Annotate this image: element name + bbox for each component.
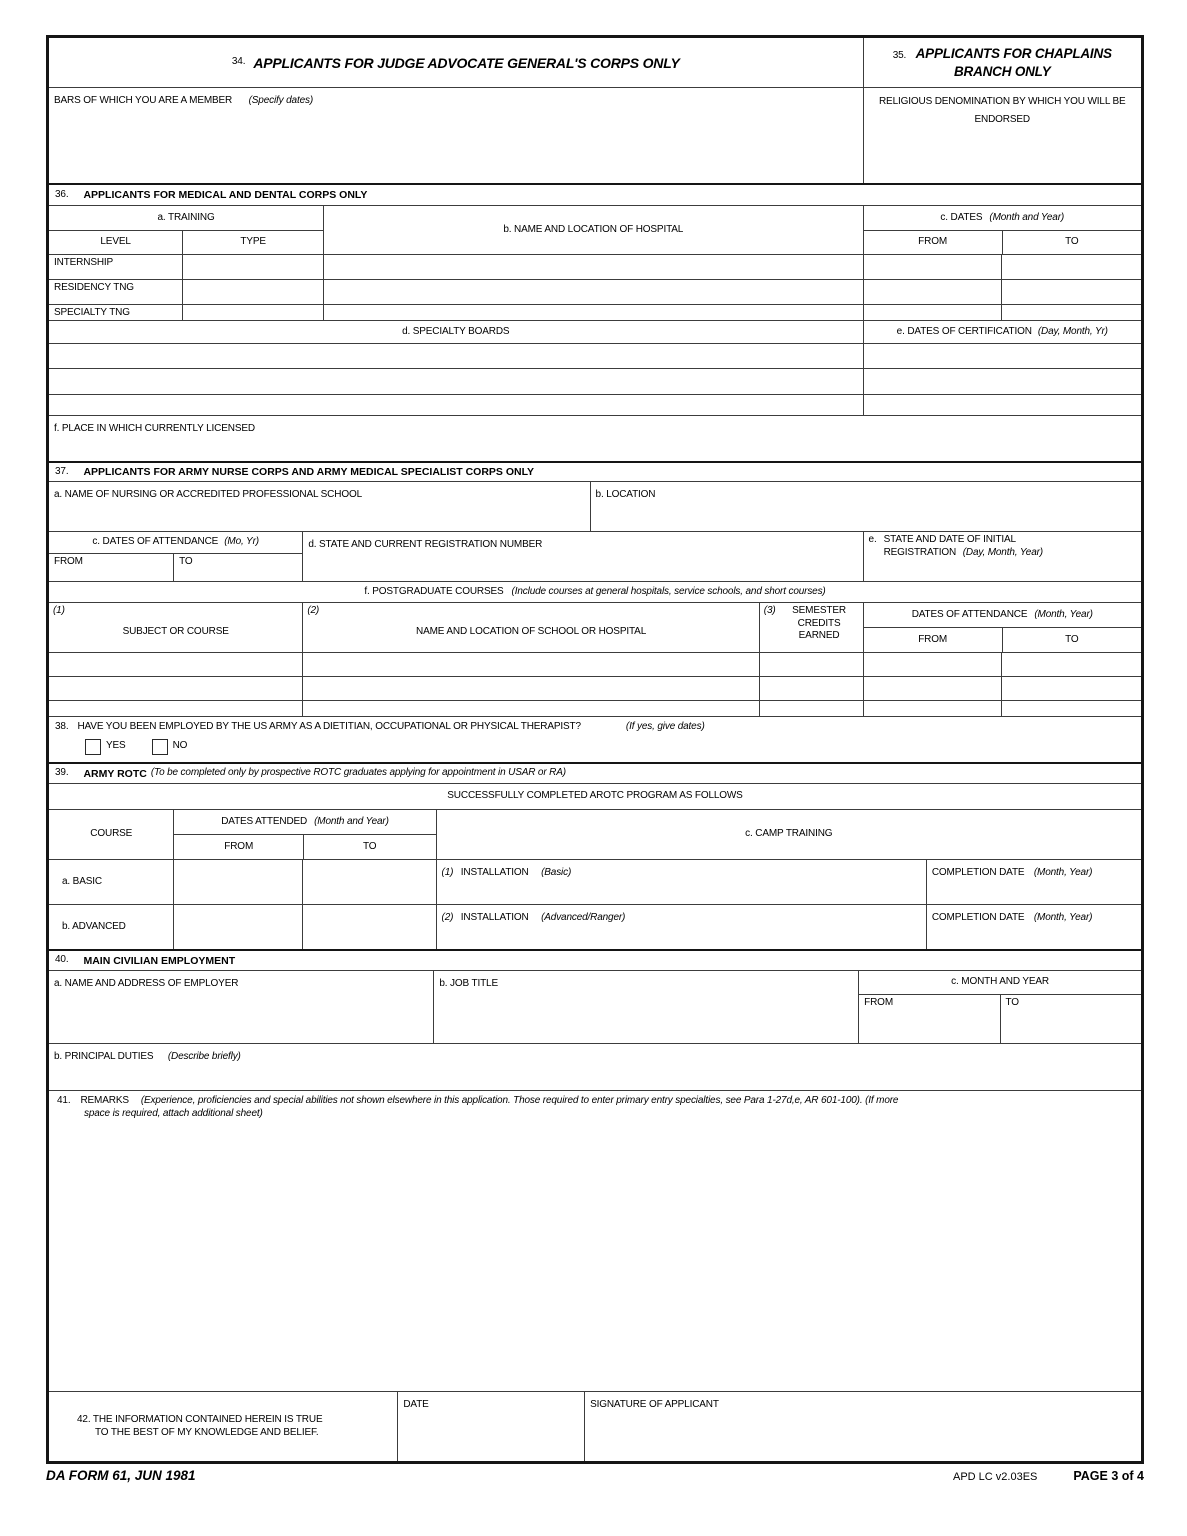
- advanced-installation-field[interactable]: [436, 905, 926, 949]
- advanced-installation-hint: (Advanced/Ranger): [541, 912, 626, 923]
- basic-to-cell[interactable]: [302, 860, 435, 904]
- postgraduate-table-header: [49, 602, 1141, 652]
- attendance-registration-row: [49, 531, 1141, 581]
- section-38-question: HAVE YOU BEEN EMPLOYED BY THE US ARMY AS A DIETITIAN, OCCUPATIONAL OR PHYSICAL THERAPIST?: [77, 721, 581, 732]
- boards-header-row: [49, 320, 1141, 343]
- bars-member-hint: (Specify dates): [248, 95, 314, 106]
- internship-row: [49, 254, 1141, 279]
- rotc-to-header: TO: [303, 835, 436, 859]
- no-checkbox[interactable]: [152, 739, 168, 755]
- training-table-header: [49, 205, 1141, 254]
- initial-registration-letter: e.: [868, 534, 877, 545]
- job-title-field[interactable]: [433, 971, 858, 1043]
- pg2-from-cell[interactable]: [863, 677, 1002, 700]
- dates-subheader: [864, 231, 1141, 254]
- residency-to-cell[interactable]: [1001, 280, 1141, 304]
- dates-attended-fromto: [174, 835, 435, 859]
- pg3-from-cell[interactable]: [863, 701, 1002, 716]
- dates-header-label: c. DATES: [940, 211, 983, 223]
- subject-course-label: SUBJECT OR COURSE: [122, 626, 229, 638]
- advanced-completion-label: COMPLETION DATE: [931, 912, 1025, 923]
- page-footer: [46, 1468, 1144, 1483]
- remarks-hint-line2: space is required, attach additional sheet): [84, 1107, 263, 1119]
- month-year-fromto: [859, 995, 1141, 1043]
- section-36-header: [49, 183, 1141, 205]
- page-number: PAGE 3 of 4: [1073, 1469, 1144, 1483]
- job-title-label: b. JOB TITLE: [439, 978, 498, 989]
- section-40-number: 40.: [55, 954, 69, 966]
- internship-to-cell[interactable]: [1001, 255, 1141, 279]
- semester-credits-number: (3): [763, 605, 776, 616]
- pg1-credits-cell[interactable]: [759, 653, 863, 676]
- month-year-header: c. MONTH AND YEAR: [859, 971, 1141, 995]
- specialty-from-cell[interactable]: [863, 305, 1002, 320]
- boards-name-cell-2[interactable]: [49, 369, 863, 394]
- residency-from-cell[interactable]: [863, 280, 1002, 304]
- section-35: [863, 38, 1141, 183]
- basic-from-cell[interactable]: [173, 860, 302, 904]
- section-35-header: [864, 38, 1141, 88]
- pg2-subject-cell[interactable]: [49, 677, 302, 700]
- section-38-number: 38.: [55, 721, 69, 732]
- attendance-col: [49, 532, 302, 581]
- section-36-title: APPLICANTS FOR MEDICAL AND DENTAL CORPS ONLY: [83, 189, 368, 201]
- certification-signature-row: [49, 1391, 1141, 1461]
- arotc-subtitle-row: [49, 783, 1141, 809]
- section-38-question-line: [55, 721, 1135, 734]
- denomination-field[interactable]: [864, 88, 1141, 183]
- section-34: [49, 38, 863, 183]
- employment-from-cell[interactable]: FROM: [864, 997, 893, 1008]
- certification-header: [863, 321, 1141, 343]
- no-label: NO: [172, 740, 188, 752]
- dates-header-hint: (Month and Year): [989, 211, 1065, 223]
- advanced-completion-hint: (Month, Year): [1033, 912, 1093, 923]
- truth-statement-line1: 42. THE INFORMATION CONTAINED HEREIN IS TRUE: [77, 1414, 323, 1425]
- basic-completion-label: COMPLETION DATE: [931, 867, 1025, 878]
- pg-dates-label: DATES OF ATTENDANCE: [911, 608, 1028, 620]
- pg3-school-cell[interactable]: [302, 701, 758, 716]
- form-id: DA FORM 61, JUN 1981: [46, 1468, 196, 1483]
- certification-hint: (Day, Month, Yr): [1037, 325, 1108, 337]
- boards-name-cell-1[interactable]: [49, 344, 863, 368]
- specialty-boards-header: d. SPECIALTY BOARDS: [402, 325, 510, 337]
- apd-version: APD LC v2.03ES: [953, 1471, 1038, 1483]
- section-37-header: [49, 461, 1141, 481]
- employment-row: [49, 970, 1141, 1043]
- boards-date-cell-1[interactable]: [863, 344, 1141, 368]
- boards-row-3: [49, 394, 1141, 415]
- residency-row: [49, 279, 1141, 304]
- nursing-school-field[interactable]: [49, 482, 590, 531]
- licensed-row: [49, 415, 1141, 461]
- pg1-to-cell[interactable]: [1001, 653, 1141, 676]
- yes-checkbox[interactable]: [85, 739, 101, 755]
- truth-statement: [49, 1392, 397, 1461]
- basic-installation-label: INSTALLATION: [460, 867, 529, 878]
- da-form-61-page3: [46, 35, 1144, 1464]
- section-37-title: APPLICANTS FOR ARMY NURSE CORPS AND ARMY MEDICAL SPECIALIST CORPS ONLY: [83, 466, 535, 478]
- boards-row-1: [49, 343, 1141, 368]
- attendance-hint: (Mo, Yr): [224, 536, 259, 548]
- section-40-title: MAIN CIVILIAN EMPLOYMENT: [83, 954, 236, 967]
- pg-dates-hint: (Month, Year): [1034, 608, 1093, 620]
- pg1-school-cell[interactable]: [302, 653, 758, 676]
- subject-course-number: (1): [53, 605, 65, 616]
- principal-duties-label: b. PRINCIPAL DUTIES: [54, 1051, 154, 1062]
- training-header: a. TRAINING: [49, 206, 323, 231]
- attendance-label: c. DATES OF ATTENDANCE: [92, 536, 219, 548]
- pg2-credits-cell[interactable]: [759, 677, 863, 700]
- basic-label: a. BASIC: [62, 875, 102, 887]
- initial-registration-line2: REGISTRATION (Day, Month, Year): [883, 546, 1043, 558]
- remarks-hint-line1: (Experience, proficiencies and special abilities not shown elsewhere in this application. Those required to enter primary entry specialties, see Para 1-27d,e, AR 601-100). (If more: [140, 1095, 899, 1106]
- yes-label: YES: [106, 740, 126, 752]
- subject-course-header: [49, 603, 302, 652]
- initial-registration-label: [884, 534, 1043, 559]
- employment-to-cell[interactable]: TO: [1000, 995, 1142, 1043]
- pg3-to-cell[interactable]: [1001, 701, 1141, 716]
- dates-header: [864, 206, 1141, 231]
- type-header: TYPE: [182, 231, 323, 254]
- section-34-header: [49, 38, 863, 88]
- date-label: DATE: [403, 1399, 429, 1410]
- hospital-header: b. NAME AND LOCATION OF HOSPITAL: [323, 206, 862, 254]
- pg-dates-header: [864, 603, 1141, 628]
- denomination-label: RELIGIOUS DENOMINATION BY WHICH YOU WILL BE ENDORSED: [878, 96, 1126, 125]
- date-field[interactable]: [397, 1392, 584, 1461]
- course-header: COURSE: [90, 828, 133, 840]
- school-location-label: b. LOCATION: [595, 489, 656, 500]
- postgraduate-header-row: [49, 581, 1141, 602]
- section-34-35-row: [49, 38, 1141, 183]
- pg3-credits-cell[interactable]: [759, 701, 863, 716]
- school-hospital-header: [302, 603, 758, 652]
- section-35-title: APPLICANTS FOR CHAPLAINS BRANCH ONLY: [915, 45, 1112, 79]
- basic-completion-hint: (Month, Year): [1033, 867, 1093, 878]
- pg-from-header: FROM: [918, 633, 948, 645]
- boards-date-cell-2[interactable]: [863, 369, 1141, 394]
- bars-member-field[interactable]: [49, 88, 863, 183]
- section-39-number: 39.: [55, 767, 69, 779]
- dates-attended-hint: (Month and Year): [314, 815, 389, 827]
- remarks-title: REMARKS: [80, 1095, 129, 1106]
- basic-completion-field[interactable]: [926, 860, 1141, 904]
- nursing-school-label: a. NAME OF NURSING OR ACCREDITED PROFESSIONAL SCHOOL: [54, 489, 362, 500]
- residency-label: RESIDENCY TNG: [54, 282, 134, 293]
- internship-label: INTERNSHIP: [54, 257, 114, 268]
- employer-label: a. NAME AND ADDRESS OF EMPLOYER: [54, 978, 239, 989]
- section-35-number: 35.: [892, 49, 907, 61]
- place-licensed-label: f. PLACE IN WHICH CURRENTLY LICENSED: [54, 423, 255, 434]
- from-header: FROM: [918, 236, 948, 248]
- section-36-number: 36.: [55, 188, 69, 200]
- pg-dates-header-col: [863, 603, 1141, 652]
- arotc-subtitle: SUCCESSFULLY COMPLETED AROTC PROGRAM AS FOLLOWS: [447, 790, 743, 802]
- yes-no-options: [85, 739, 1135, 755]
- specialty-row: [49, 304, 1141, 320]
- attendance-from-cell[interactable]: FROM: [54, 556, 83, 567]
- school-hospital-label: NAME AND LOCATION OF SCHOOL OR HOSPITAL: [416, 626, 647, 638]
- nursing-school-row: [49, 481, 1141, 531]
- signature-label: SIGNATURE OF APPLICANT: [590, 1399, 719, 1410]
- postgraduate-header: f. POSTGRADUATE COURSES: [364, 585, 504, 597]
- initial-registration-hint: (Day, Month, Year): [962, 546, 1043, 558]
- pg3-subject-cell[interactable]: [49, 701, 302, 716]
- school-location-field[interactable]: [590, 482, 1141, 531]
- level-header: LEVEL: [100, 236, 131, 248]
- bars-member-label: BARS OF WHICH YOU ARE A MEMBER: [54, 95, 233, 106]
- place-licensed-field[interactable]: [49, 416, 1141, 461]
- basic-installation-number: (1): [441, 867, 454, 878]
- rotc-basic-row: [49, 859, 1141, 904]
- school-hospital-number: (2): [307, 605, 320, 616]
- principal-duties-hint: (Describe briefly): [167, 1051, 241, 1062]
- employer-field[interactable]: [49, 971, 433, 1043]
- advanced-label: b. ADVANCED: [62, 920, 126, 932]
- boards-row-2: [49, 368, 1141, 394]
- rotc-table-header: [49, 809, 1141, 859]
- pg1-from-cell[interactable]: [863, 653, 1002, 676]
- registration-number-label: d. STATE AND CURRENT REGISTRATION NUMBER: [308, 539, 543, 550]
- camp-training-header: c. CAMP TRAINING: [436, 810, 1141, 859]
- semester-credits-header: [759, 603, 863, 652]
- rotc-from-header: FROM: [224, 840, 254, 852]
- postgraduate-row-3: [49, 700, 1141, 716]
- section-39-header: [49, 762, 1141, 783]
- remarks-label-line1: [57, 1095, 1133, 1108]
- section-38-field: [49, 717, 1141, 762]
- dates-attended-label: DATES ATTENDED: [221, 815, 308, 827]
- remarks-row: [49, 1090, 1141, 1391]
- remarks-field[interactable]: [49, 1091, 1141, 1391]
- truth-statement-line2: TO THE BEST OF MY KNOWLEDGE AND BELIEF.: [95, 1426, 319, 1438]
- section-37-number: 37.: [55, 465, 69, 477]
- section-34-number: 34.: [231, 56, 246, 68]
- certification-label: e. DATES OF CERTIFICATION: [896, 325, 1032, 337]
- internship-from-cell[interactable]: [863, 255, 1002, 279]
- principal-duties-row: [49, 1043, 1141, 1090]
- section-39-hint: (To be completed only by prospective ROTC graduates applying for appointment in USAR or RA): [150, 767, 566, 779]
- remarks-number: 41.: [57, 1095, 71, 1106]
- boards-name-cell-3[interactable]: [49, 395, 863, 415]
- to-header: TO: [1002, 231, 1141, 254]
- pg2-to-cell[interactable]: [1001, 677, 1141, 700]
- pg1-subject-cell[interactable]: [49, 653, 302, 676]
- dates-attended-header: [174, 810, 435, 835]
- training-subheader: [49, 231, 323, 254]
- month-year-col: [858, 971, 1141, 1043]
- specialty-type-cell[interactable]: [182, 305, 323, 320]
- postgraduate-hint: (Include courses at general hospitals, service schools, and short courses): [511, 585, 826, 597]
- pg-dates-fromto: [864, 628, 1141, 652]
- section-39-title: ARMY ROTC: [83, 767, 147, 780]
- rotc-advanced-row: [49, 904, 1141, 949]
- section-34-title: APPLICANTS FOR JUDGE ADVOCATE GENERAL'S CORPS ONLY: [253, 54, 680, 71]
- signature-field[interactable]: [584, 1392, 1141, 1461]
- section-40-header: [49, 949, 1141, 970]
- attendance-to-cell[interactable]: TO: [173, 554, 302, 581]
- basic-installation-hint: (Basic): [541, 867, 572, 878]
- postgraduate-row-1: [49, 652, 1141, 676]
- initial-registration-line1: STATE AND DATE OF INITIAL: [883, 534, 1016, 545]
- residency-hospital-cell[interactable]: [323, 280, 862, 304]
- principal-duties-field[interactable]: [49, 1044, 1141, 1090]
- specialty-label: SPECIALTY TNG: [54, 307, 130, 318]
- pg2-school-cell[interactable]: [302, 677, 758, 700]
- internship-type-cell[interactable]: [182, 255, 323, 279]
- registration-number-field[interactable]: [302, 532, 862, 581]
- section-38-hint: (If yes, give dates): [625, 721, 705, 732]
- pg-to-header: TO: [1002, 628, 1141, 652]
- advanced-installation-number: (2): [441, 912, 454, 923]
- initial-registration-field[interactable]: [863, 532, 1141, 581]
- attendance-fromto: [49, 554, 302, 581]
- attendance-header: [49, 532, 302, 554]
- dates-attended-col: [173, 810, 435, 859]
- specialty-to-cell[interactable]: [1001, 305, 1141, 320]
- internship-hospital-cell[interactable]: [323, 255, 862, 279]
- specialty-hospital-cell[interactable]: [323, 305, 862, 320]
- boards-date-cell-3[interactable]: [863, 395, 1141, 415]
- advanced-completion-field[interactable]: [926, 905, 1141, 949]
- advanced-installation-label: INSTALLATION: [460, 912, 529, 923]
- residency-type-cell[interactable]: [182, 280, 323, 304]
- advanced-from-cell[interactable]: [173, 905, 302, 949]
- basic-installation-field[interactable]: [436, 860, 926, 904]
- training-header-col: [49, 206, 323, 254]
- semester-credits-label: SEMESTER CREDITS EARNED: [792, 605, 846, 641]
- section-38-row: [49, 716, 1141, 762]
- postgraduate-row-2: [49, 676, 1141, 700]
- advanced-to-cell[interactable]: [302, 905, 435, 949]
- dates-header-col: [863, 206, 1141, 254]
